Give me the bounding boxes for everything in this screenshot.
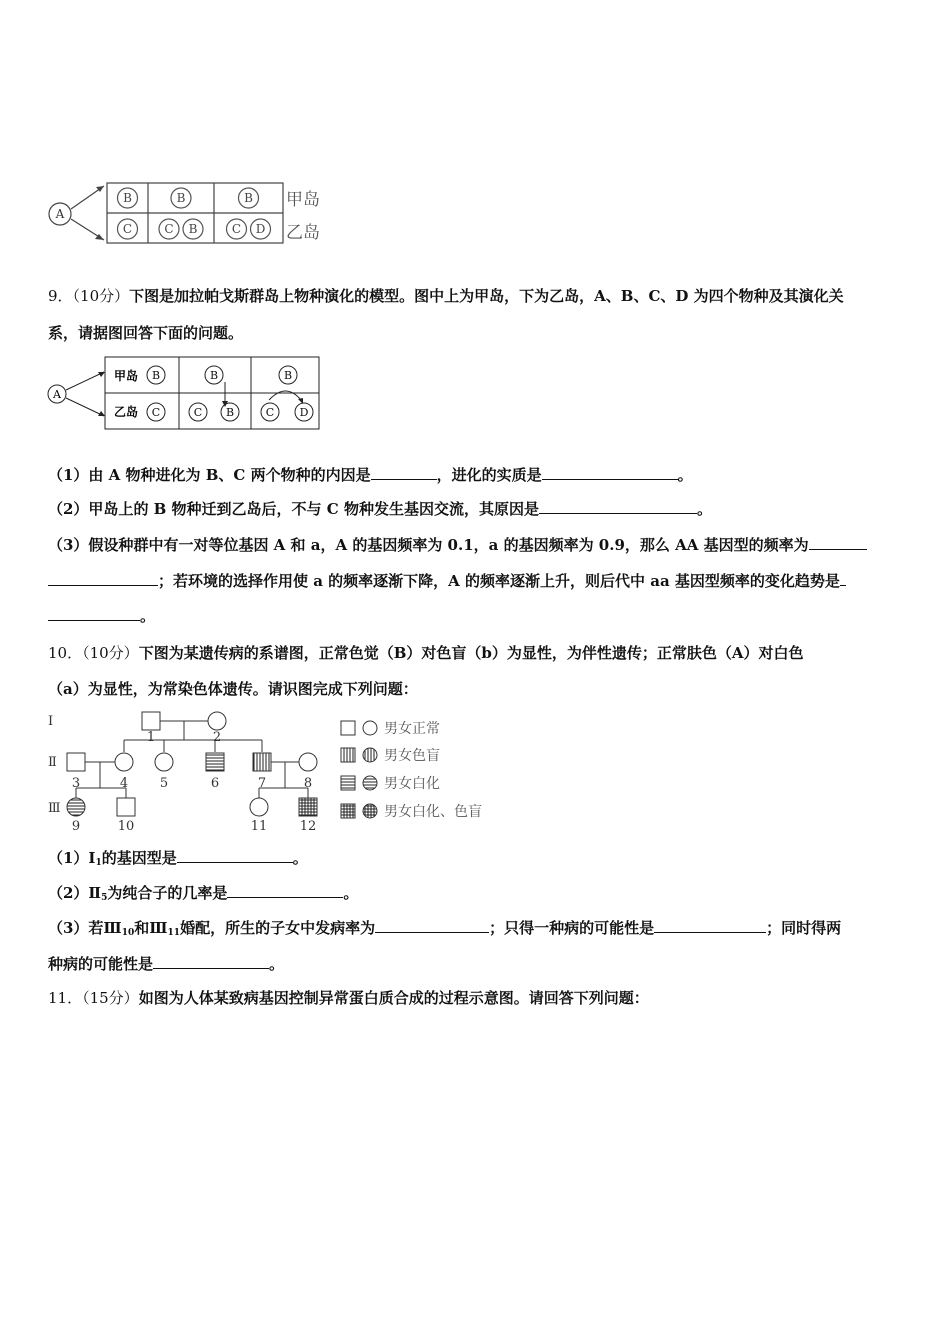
legend-albino-female [363, 776, 377, 790]
q11-points: （15分） [82, 989, 139, 1007]
individual-1 [142, 712, 160, 730]
q11-text: 如图为人体某致病基因控制异常蛋白质合成的过程示意图。请回答下列问题： [138, 989, 649, 1007]
individual-number: 5 [159, 776, 169, 791]
individual-number: 4 [119, 776, 129, 791]
q9-sub3-text-c: 。 [140, 607, 156, 625]
q10-sub3-blank3[interactable] [153, 954, 269, 969]
individual-number: 12 [299, 819, 317, 834]
q11-stem [48, 987, 649, 1009]
island-yi-label: 乙岛 [286, 223, 320, 243]
q10-sub1-text-a: （1）Ⅰ [48, 849, 96, 867]
individual-10 [117, 798, 135, 816]
individual-number: 6 [210, 776, 220, 791]
legend-both-male [341, 804, 355, 818]
q10-number: 10． [48, 644, 83, 662]
individual-6 [206, 753, 224, 771]
q10-sub3-blank2[interactable] [654, 918, 766, 933]
individual-5 [155, 753, 173, 771]
q9-sub3-text-b: ；若环境的选择作用使 a 的频率逐渐下降，A 的频率逐渐上升，则后代中 aa 基因型频率的变化趋势是 [158, 572, 840, 590]
q9-sub2-blank[interactable] [539, 499, 697, 514]
q9-sub3-blank2b[interactable] [48, 606, 140, 621]
q10-text: 下图为某遗传病的系谱图，正常色觉（B）对色盲（b）为显性，为伴性遗传；正常肤色（A）对白色 [138, 644, 804, 662]
q10-sub3-text-b: 和Ⅲ [134, 919, 168, 937]
legend-colorblind-female [363, 748, 377, 762]
individual-8 [299, 753, 317, 771]
q9-stem-line2: 系，请据图回答下面的问题。 [48, 324, 244, 342]
q9-species-label: D [299, 406, 309, 419]
q10-sub2 [48, 882, 358, 909]
q9-sub3-blank1a[interactable] [809, 535, 867, 550]
q9-sub1-text-c: 。 [677, 466, 693, 484]
q11-number: 11． [48, 989, 83, 1007]
legend-both-female [363, 804, 377, 818]
individual-7 [253, 753, 271, 771]
q10-sub3-line1 [48, 917, 841, 944]
individual-number: 7 [257, 776, 267, 791]
q10-sub3-subscript2: 11 [167, 928, 181, 938]
q9-sub3-blank1b[interactable] [48, 571, 158, 586]
generation-label: Ⅰ [48, 714, 54, 729]
individual-number: 9 [71, 819, 81, 834]
q10-sub3-line2 [48, 953, 284, 975]
q9-sub1 [48, 464, 693, 486]
q9-sub2-text-a: （2）甲岛上的 B 物种迁到乙岛后，不与 C 物种发生基因交流，其原因是 [48, 500, 539, 518]
island-jia-label: 甲岛 [286, 190, 320, 210]
q9-species-figure [44, 354, 326, 434]
legend-label: 男女色盲 [384, 748, 440, 764]
q9-species-label: B [209, 369, 219, 382]
individual-2 [208, 712, 226, 730]
q9-sub2-text-b: 。 [696, 500, 712, 518]
q10-sub1-blank[interactable] [177, 848, 293, 863]
q10-sub3-text-e: ；同时得两 [766, 919, 842, 937]
q10-points: （10分） [82, 644, 139, 662]
legend-label: 男女白化、色盲 [384, 804, 482, 820]
q9-sub3-blank2a[interactable] [840, 571, 846, 586]
q9-species-label: B [225, 406, 235, 419]
individual-number: 8 [303, 776, 313, 791]
top-species-label: B [188, 222, 198, 236]
individual-number: 3 [71, 776, 81, 791]
q9-sub3-line3 [48, 605, 155, 627]
q10-sub3-text-c: 婚配，所生的子女中发病率为 [180, 919, 376, 937]
q9-island-jia: 甲岛 [114, 369, 139, 383]
q10-sub3-subscript1: 10 [121, 928, 135, 938]
pedigree-chart [40, 706, 510, 836]
individual-number: 2 [212, 730, 222, 745]
q9-sub1-text-a: （1）由 A 物种进化为 B、C 两个物种的内因是 [48, 466, 371, 484]
q10-sub1 [48, 847, 308, 874]
top-species-label: C [164, 222, 174, 236]
top-species-figure [40, 178, 340, 250]
top-species-label: B [244, 191, 253, 205]
legend-label: 男女正常 [384, 721, 440, 737]
q9-sub3-line1 [48, 534, 867, 556]
legend-colorblind-male [341, 748, 355, 762]
q10-stem-line1 [48, 642, 804, 664]
legend-normal-male [341, 721, 355, 735]
q9-number: 9． [48, 287, 73, 305]
q10-sub3-text-a: （3）若Ⅲ [48, 919, 122, 937]
q9-species-label: C [265, 406, 275, 419]
top-species-label: D [255, 222, 266, 236]
q10-sub3-text-g: 。 [269, 955, 285, 973]
q9-sub2 [48, 498, 712, 520]
q9-stem-line1 [48, 285, 844, 307]
legend-label: 男女白化 [384, 776, 440, 792]
q9-species-label: B [283, 369, 293, 382]
individual-number: 1 [146, 730, 156, 745]
individual-3 [67, 753, 85, 771]
legend-albino-male [341, 776, 355, 790]
q10-sub2-text-c: 。 [343, 884, 359, 902]
q9-sub1-blank2[interactable] [542, 465, 678, 480]
q9-species-label: C [193, 406, 203, 419]
legend-normal-female [363, 721, 377, 735]
top-species-label: B [123, 191, 132, 205]
q10-sub2-blank[interactable] [227, 883, 343, 898]
individual-11 [250, 798, 268, 816]
individual-number: 10 [117, 819, 135, 834]
q9-points: （10分） [72, 287, 130, 305]
q9-text: 下图是加拉帕戈斯群岛上物种演化的模型。图中上为甲岛，下为乙岛，A、B、C、D 为四个物种及其演化关 [129, 287, 844, 305]
top-species-label: B [176, 191, 186, 205]
generation-label: Ⅲ [48, 801, 61, 816]
q10-sub3-blank1[interactable] [375, 918, 489, 933]
individual-number: 11 [250, 819, 268, 834]
q9-species-label: B [151, 369, 161, 382]
q9-island-yi: 乙岛 [114, 405, 139, 419]
q10-sub2-subscript: 5 [101, 893, 108, 903]
q9-sub3-text-a: （3）假设种群中有一对等位基因 A 和 a，A 的基因频率为 0.1，a 的基因频率为 0.9，那么 AA 基因型的频率为 [48, 536, 809, 554]
species-a-label: A [55, 207, 65, 221]
q9-species-a-label: A [53, 388, 61, 401]
q10-stem-line2: （a）为显性，为常染色体遗传。请识图完成下列问题： [48, 680, 418, 698]
q9-sub1-text-b: ，进化的实质是 [436, 466, 542, 484]
q10-sub2-text-b: 为纯合子的几率是 [107, 884, 228, 902]
individual-12 [299, 798, 317, 816]
q10-sub3-text-d: ；只得一种病的可能性是 [489, 919, 655, 937]
top-species-label: C [122, 222, 133, 236]
top-species-label: C [231, 222, 242, 236]
generation-label: Ⅱ [48, 755, 57, 770]
q10-sub3-text-f: 种病的可能性是 [48, 955, 154, 973]
q9-species-label: C [151, 406, 161, 419]
q10-sub2-text-a: （2）Ⅱ [48, 884, 102, 902]
q10-sub1-text-b: 的基因型是 [101, 849, 177, 867]
q10-sub1-text-c: 。 [292, 849, 308, 867]
q10-sub1-subscript: 1 [95, 858, 102, 868]
q9-sub1-blank1[interactable] [371, 465, 437, 480]
individual-4 [115, 753, 133, 771]
individual-9 [67, 798, 85, 816]
q9-sub3-line2 [48, 570, 846, 592]
